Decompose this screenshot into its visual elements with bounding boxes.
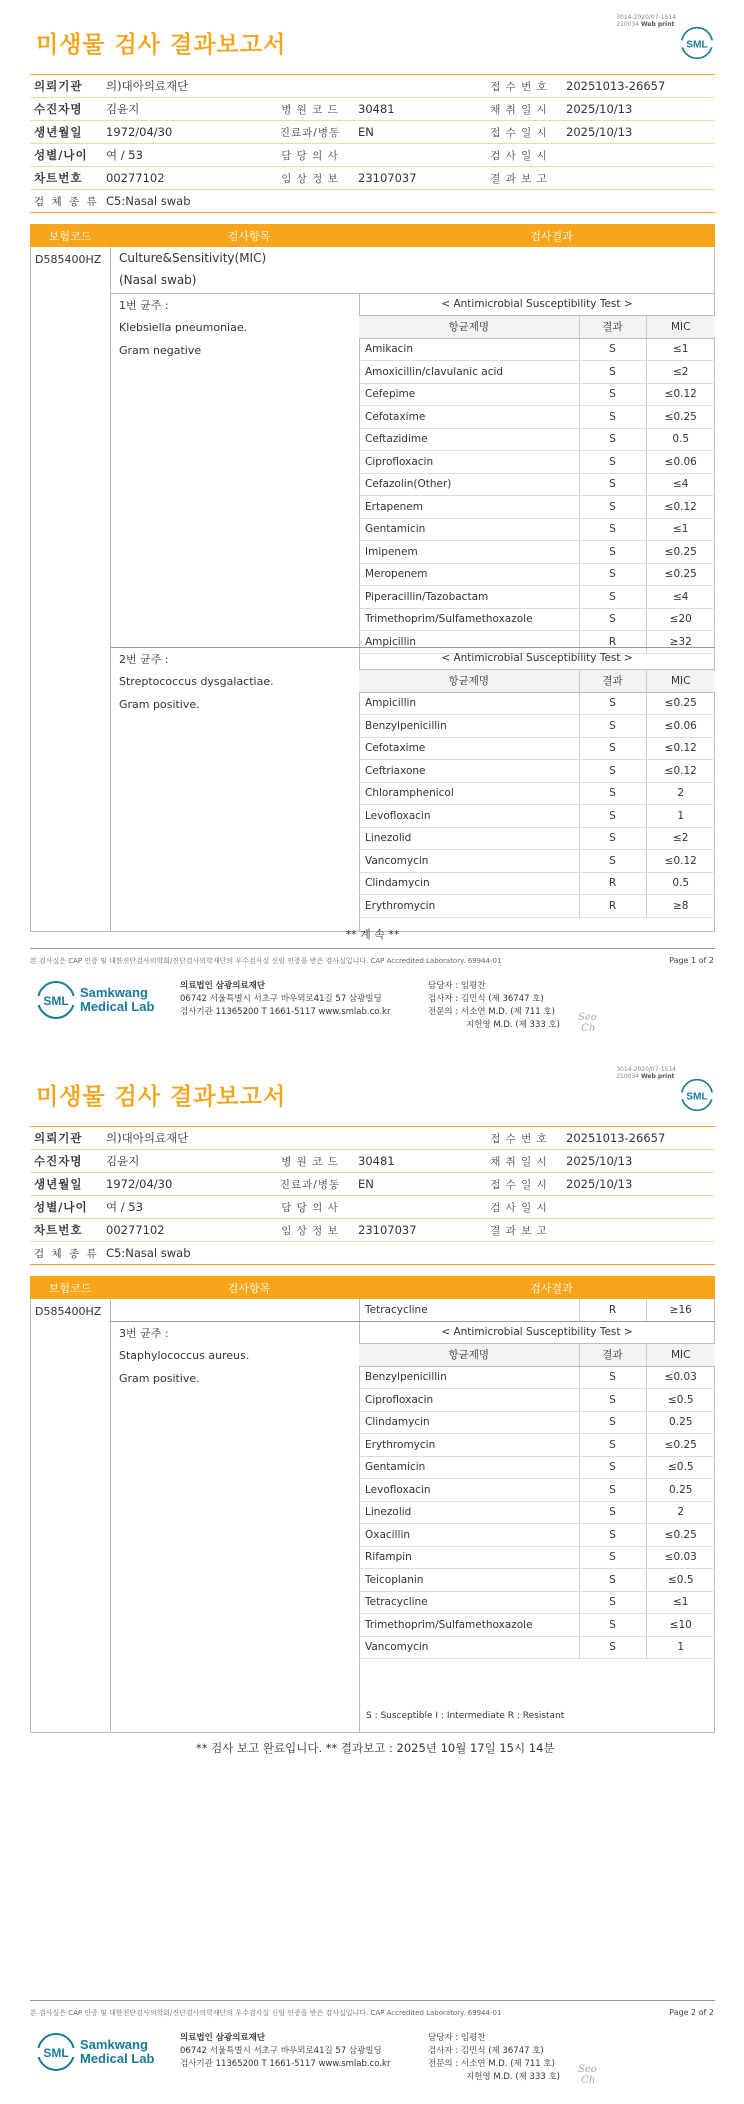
ast-row bbox=[359, 451, 715, 474]
sex-age: 여 / 53 bbox=[106, 148, 143, 162]
drug-mic: ≤0.25 bbox=[646, 541, 715, 564]
hospital-code: 30481 bbox=[358, 1154, 395, 1168]
ast-row bbox=[359, 715, 715, 738]
org3-gram: Gram positive. bbox=[119, 1372, 200, 1385]
drug-result: S bbox=[579, 1434, 646, 1457]
drug-result: S bbox=[579, 805, 646, 828]
lab-address: 의료법인 삼광의료재단 06742 서울특별시 서초구 바우뫼로41길 57 삼광빌딩 검사기관 11365200 T 1661-5117 www.smlab.co.kr bbox=[180, 981, 391, 1017]
drug-mic: ≤1 bbox=[646, 338, 715, 361]
receipt-date-label: 접 수 일 시 bbox=[490, 1178, 548, 1191]
drug-result: S bbox=[579, 496, 646, 519]
ast-row bbox=[359, 1614, 715, 1637]
report-page-2 bbox=[0, 1052, 744, 2104]
col-result: 결과 bbox=[579, 1344, 646, 1367]
drug-result: R bbox=[579, 872, 646, 895]
drug-mic: 0.25 bbox=[646, 1479, 715, 1502]
hospital-code: 30481 bbox=[358, 102, 395, 116]
insurance-code: D585400HZ bbox=[35, 253, 102, 266]
ast-row bbox=[359, 406, 715, 429]
drug-name: Erythromycin bbox=[359, 895, 579, 918]
clinical-label: 임 상 정 보 bbox=[268, 171, 352, 186]
drug-result: S bbox=[579, 1411, 646, 1434]
report-label: 결 과 보 고 bbox=[490, 1224, 548, 1237]
drug-name: Clindamycin bbox=[359, 1411, 579, 1434]
drug-result: S bbox=[579, 1546, 646, 1569]
lab-institution-label: 의뢰기관 bbox=[34, 1131, 83, 1145]
chart-no: 00277102 bbox=[106, 171, 165, 185]
test-specimen: (Nasal swab) bbox=[119, 273, 197, 287]
name-label: 수진자명 bbox=[34, 102, 83, 116]
drug-name: Chloramphenicol bbox=[359, 782, 579, 805]
drug-name: Vancomycin bbox=[359, 1636, 579, 1659]
drug-name: Oxacillin bbox=[359, 1524, 579, 1547]
ast-row bbox=[359, 1299, 715, 1322]
report-label: 결 과 보 고 bbox=[490, 172, 548, 185]
drug-result: S bbox=[579, 586, 646, 609]
drug-mic: ≤0.12 bbox=[646, 760, 715, 783]
org1-label: 1번 균주 : bbox=[119, 299, 169, 312]
collect-date-label: 채 취 일 시 bbox=[490, 1155, 548, 1168]
dept-label: 진료과/병동 bbox=[268, 1177, 352, 1192]
drug-name: Benzylpenicillin bbox=[359, 1366, 579, 1389]
page-number: Page 2 of 2 bbox=[669, 2008, 714, 2017]
drug-mic: 0.25 bbox=[646, 1411, 715, 1434]
svg-text:SML: SML bbox=[686, 39, 708, 51]
dob: 1972/04/30 bbox=[106, 1177, 173, 1191]
doctor-label: 담 당 의 사 bbox=[268, 1200, 352, 1215]
ast-title: < Antimicrobial Susceptibility Test > bbox=[359, 1321, 715, 1344]
drug-result: S bbox=[579, 1456, 646, 1479]
drug-name: Gentamicin bbox=[359, 518, 579, 541]
drug-mic: ≤0.12 bbox=[646, 383, 715, 406]
sml-logo bbox=[680, 26, 714, 60]
drug-mic: 0.5 bbox=[646, 872, 715, 895]
drug-result: S bbox=[579, 473, 646, 496]
test-date-label: 검 사 일 시 bbox=[490, 1201, 548, 1214]
ast-row bbox=[359, 338, 715, 361]
drug-result: S bbox=[579, 1479, 646, 1502]
dob-label: 생년월일 bbox=[34, 1177, 83, 1191]
drug-name: Tetracycline bbox=[359, 1299, 579, 1322]
drug-result: S bbox=[579, 1389, 646, 1412]
header-item: 검사항목 bbox=[227, 1281, 271, 1295]
org2-name: Streptococcus dysgalactiae. bbox=[119, 675, 274, 688]
ast-row bbox=[359, 872, 715, 895]
staff-list: 담당자 : 임평찬 검사자 : 김민식 (제 36747 호) 전문의 : 서소연 M.D. (제 711 호) 지헌영 M.D. (제 333 호) bbox=[428, 2033, 561, 2082]
ast-row bbox=[359, 1411, 715, 1434]
drug-mic: ≤4 bbox=[646, 473, 715, 496]
doc-code: 3014-2020/07-1514 210034 Web print bbox=[616, 14, 676, 28]
col-drug: 항균제명 bbox=[359, 316, 579, 339]
clinical-info: 23107037 bbox=[358, 171, 417, 185]
drug-name: Tetracycline bbox=[359, 1591, 579, 1614]
drug-mic: ≤0.03 bbox=[646, 1366, 715, 1389]
org3-name: Staphylococcus aureus. bbox=[119, 1349, 250, 1362]
results-header bbox=[30, 1276, 715, 1299]
drug-mic: 1 bbox=[646, 805, 715, 828]
col-mic: MIC bbox=[646, 1344, 715, 1367]
drug-name: Amikacin bbox=[359, 338, 579, 361]
header-result: 검사결과 bbox=[530, 1281, 573, 1295]
ast-row bbox=[359, 1434, 715, 1457]
drug-name: Vancomycin bbox=[359, 850, 579, 873]
test-date-label: 검 사 일 시 bbox=[490, 149, 548, 162]
drug-mic: ≤0.12 bbox=[646, 737, 715, 760]
drug-mic: 0.5 bbox=[646, 428, 715, 451]
drug-name: Benzylpenicillin bbox=[359, 715, 579, 738]
cap-note: 본 검사실은 CAP 인증 및 대한진단검사의학회/진단검사의학재단의 우수검사실 신임 인증을 받은 검사실입니다. CAP Accredited Laboratory. 69944-01 bbox=[30, 2009, 502, 2017]
samkwang-logo: SML Samkwang Medical Lab bbox=[36, 980, 154, 1020]
drug-result: S bbox=[579, 1366, 646, 1389]
drug-mic: ≤4 bbox=[646, 586, 715, 609]
collect-date: 2025/10/13 bbox=[566, 1154, 633, 1168]
drug-mic: ≤0.25 bbox=[646, 563, 715, 586]
ast-row bbox=[359, 1591, 715, 1614]
drug-mic: ≤0.5 bbox=[646, 1456, 715, 1479]
drug-mic: ≤0.12 bbox=[646, 850, 715, 873]
drug-mic: ≤0.5 bbox=[646, 1569, 715, 1592]
ast-row bbox=[359, 473, 715, 496]
ast-table-3 bbox=[359, 1321, 715, 1659]
ast-row bbox=[359, 563, 715, 586]
drug-result: S bbox=[579, 1591, 646, 1614]
org3-label: 3번 균주 : bbox=[119, 1327, 169, 1340]
receipt-date: 2025/10/13 bbox=[566, 125, 633, 139]
ast-row bbox=[359, 1546, 715, 1569]
col-result: 결과 bbox=[579, 670, 646, 693]
drug-mic: ≤1 bbox=[646, 1591, 715, 1614]
insurance-code: D585400HZ bbox=[35, 1305, 102, 1318]
ast-title: < Antimicrobial Susceptibility Test > bbox=[359, 647, 715, 670]
drug-mic: ≤0.25 bbox=[646, 1524, 715, 1547]
ast-row bbox=[359, 586, 715, 609]
drug-name: Erythromycin bbox=[359, 1434, 579, 1457]
ast-row bbox=[359, 782, 715, 805]
svg-text:SML: SML bbox=[43, 2046, 69, 2060]
specimen: C5:Nasal swab bbox=[106, 1246, 191, 1260]
lab-institution: 의)대아의료재단 bbox=[106, 79, 189, 93]
ast-row bbox=[359, 692, 715, 715]
drug-name: Gentamicin bbox=[359, 1456, 579, 1479]
drug-name: Ceftriaxone bbox=[359, 760, 579, 783]
drug-result: S bbox=[579, 383, 646, 406]
ast-row bbox=[359, 1389, 715, 1412]
drug-result: S bbox=[579, 827, 646, 850]
chart-label: 차트번호 bbox=[34, 1223, 83, 1237]
ast-row bbox=[359, 496, 715, 519]
signature: Seo Ch bbox=[578, 1012, 597, 1034]
drug-result: S bbox=[579, 782, 646, 805]
sex-age-label: 성별/나이 bbox=[34, 1200, 88, 1214]
ast-row bbox=[359, 805, 715, 828]
ast-row bbox=[359, 428, 715, 451]
drug-name: Cefotaxime bbox=[359, 406, 579, 429]
ast-table-1 bbox=[359, 293, 715, 654]
patient-name: 김윤지 bbox=[106, 1154, 140, 1168]
drug-result: S bbox=[579, 1569, 646, 1592]
drug-name: Ampicillin bbox=[359, 692, 579, 715]
ast-row bbox=[359, 737, 715, 760]
results-body bbox=[30, 1299, 715, 1733]
drug-name: Trimethoprim/Sulfamethoxazole bbox=[359, 1614, 579, 1637]
drug-name: Trimethoprim/Sulfamethoxazole bbox=[359, 608, 579, 631]
drug-result: S bbox=[579, 451, 646, 474]
receipt-date: 2025/10/13 bbox=[566, 1177, 633, 1191]
ast-row bbox=[359, 1479, 715, 1502]
drug-name: Piperacillin/Tazobactam bbox=[359, 586, 579, 609]
drug-mic: ≤2 bbox=[646, 361, 715, 384]
specimen-label: 검 체 종 류 bbox=[34, 195, 99, 208]
ast-row bbox=[359, 361, 715, 384]
receipt-date-label: 접 수 일 시 bbox=[490, 126, 548, 139]
drug-result: S bbox=[579, 760, 646, 783]
clinical-label: 임 상 정 보 bbox=[268, 1223, 352, 1238]
ast-row bbox=[359, 1366, 715, 1389]
drug-mic: ≤0.25 bbox=[646, 406, 715, 429]
drug-mic: ≤0.12 bbox=[646, 496, 715, 519]
dob: 1972/04/30 bbox=[106, 125, 173, 139]
continued-text: ** 계 속 ** bbox=[345, 928, 400, 941]
header-code: 보험코드 bbox=[48, 229, 92, 243]
ast-row bbox=[359, 518, 715, 541]
drug-result: S bbox=[579, 406, 646, 429]
drug-result: S bbox=[579, 1636, 646, 1659]
drug-result: S bbox=[579, 361, 646, 384]
drug-mic: 2 bbox=[646, 1501, 715, 1524]
ast-row bbox=[359, 1569, 715, 1592]
col-result: 결과 bbox=[579, 316, 646, 339]
drug-mic: ≤2 bbox=[646, 827, 715, 850]
ast-row bbox=[359, 541, 715, 564]
patient-info-table bbox=[30, 1126, 715, 1265]
drug-name: Imipenem bbox=[359, 541, 579, 564]
specimen: C5:Nasal swab bbox=[106, 194, 191, 208]
header-code: 보험코드 bbox=[48, 1281, 92, 1295]
report-complete-text: ** 검사 보고 완료입니다. ** 결과보고 : 2025년 10월 17일 15시 14분 bbox=[196, 1741, 555, 1755]
drug-mic: ≤1 bbox=[646, 518, 715, 541]
ast-row bbox=[359, 760, 715, 783]
col-drug: 항균제명 bbox=[359, 1344, 579, 1367]
drug-mic: ≤0.06 bbox=[646, 715, 715, 738]
drug-name: Cefepime bbox=[359, 383, 579, 406]
hospital-code-label: 병 원 코 드 bbox=[268, 102, 352, 117]
ast-row bbox=[359, 383, 715, 406]
drug-name: Linezolid bbox=[359, 1501, 579, 1524]
receipt-no-label: 접 수 번 호 bbox=[490, 80, 548, 93]
dept: EN bbox=[358, 125, 374, 139]
ast-row bbox=[359, 827, 715, 850]
ast-row bbox=[359, 895, 715, 918]
clinical-info: 23107037 bbox=[358, 1223, 417, 1237]
drug-mic: ≤10 bbox=[646, 1614, 715, 1637]
sex-age-label: 성별/나이 bbox=[34, 148, 88, 162]
name-label: 수진자명 bbox=[34, 1154, 83, 1168]
specimen-label: 검 체 종 류 bbox=[34, 1247, 99, 1260]
drug-result: R bbox=[579, 1299, 646, 1322]
collect-date-label: 채 취 일 시 bbox=[490, 103, 548, 116]
ast-table-cont bbox=[359, 1299, 715, 1322]
drug-name: Ceftazidime bbox=[359, 428, 579, 451]
lab-institution-label: 의뢰기관 bbox=[34, 79, 83, 93]
ast-row bbox=[359, 1524, 715, 1547]
signature: Seo Ch bbox=[578, 2064, 597, 2086]
drug-name: Cefotaxime bbox=[359, 737, 579, 760]
drug-mic: 1 bbox=[646, 1636, 715, 1659]
drug-mic: ≤0.03 bbox=[646, 1546, 715, 1569]
drug-mic: ≤0.25 bbox=[646, 692, 715, 715]
dob-label: 생년월일 bbox=[34, 125, 83, 139]
col-mic: MIC bbox=[646, 670, 715, 693]
drug-mic: ≥32 bbox=[646, 631, 715, 654]
drug-result: S bbox=[579, 692, 646, 715]
org2-gram: Gram positive. bbox=[119, 698, 200, 711]
drug-name: Teicoplanin bbox=[359, 1569, 579, 1592]
header-item: 검사항목 bbox=[227, 229, 271, 243]
drug-result: S bbox=[579, 338, 646, 361]
drug-name: Levofloxacin bbox=[359, 805, 579, 828]
col-mic: MIC bbox=[646, 316, 715, 339]
svg-text:SML: SML bbox=[686, 1091, 708, 1103]
drug-name: Levofloxacin bbox=[359, 1479, 579, 1502]
ast-table-2 bbox=[359, 647, 715, 918]
test-name: Culture&Sensitivity(MIC) bbox=[119, 251, 267, 265]
dept: EN bbox=[358, 1177, 374, 1191]
collect-date: 2025/10/13 bbox=[566, 102, 633, 116]
drug-result: S bbox=[579, 428, 646, 451]
page-number: Page 1 of 2 bbox=[669, 956, 714, 965]
drug-result: S bbox=[579, 1501, 646, 1524]
drug-name: Ertapenem bbox=[359, 496, 579, 519]
drug-name: Clindamycin bbox=[359, 872, 579, 895]
result-legend: S : Susceptible I : Intermediate R : Resistant bbox=[366, 1711, 565, 1721]
sex-age: 여 / 53 bbox=[106, 1200, 143, 1214]
drug-result: S bbox=[579, 715, 646, 738]
lab-institution: 의)대아의료재단 bbox=[106, 1131, 189, 1145]
org1-name: Klebsiella pneumoniae. bbox=[119, 321, 248, 334]
ast-row bbox=[359, 850, 715, 873]
drug-mic: ≥16 bbox=[646, 1299, 715, 1322]
drug-mic: 2 bbox=[646, 782, 715, 805]
report-title: 미생물 검사 결과보고서 bbox=[36, 1084, 287, 1110]
drug-result: S bbox=[579, 541, 646, 564]
receipt-no: 20251013-26657 bbox=[566, 1131, 666, 1145]
chart-no: 00277102 bbox=[106, 1223, 165, 1237]
drug-name: Amoxicillin/clavulanic acid bbox=[359, 361, 579, 384]
drug-result: S bbox=[579, 850, 646, 873]
hospital-code-label: 병 원 코 드 bbox=[268, 1154, 352, 1169]
drug-result: R bbox=[579, 631, 646, 654]
doc-code: 3014-2020/07-1514 210034 Web print bbox=[616, 1066, 676, 1080]
staff-list: 담당자 : 임평찬 검사자 : 김민식 (제 36747 호) 전문의 : 서소연 M.D. (제 711 호) 지헌영 M.D. (제 333 호) bbox=[428, 981, 561, 1030]
org1-gram: Gram negative bbox=[119, 344, 202, 357]
ast-row bbox=[359, 1636, 715, 1659]
sml-logo bbox=[680, 1078, 714, 1112]
receipt-no: 20251013-26657 bbox=[566, 79, 666, 93]
drug-result: R bbox=[579, 895, 646, 918]
svg-text:SML: SML bbox=[43, 994, 69, 1008]
drug-result: S bbox=[579, 563, 646, 586]
drug-name: Ampicillin bbox=[359, 631, 579, 654]
cap-note: 본 검사실은 CAP 인증 및 대한진단검사의학회/진단검사의학재단의 우수검사실 신임 인증을 받은 검사실입니다. CAP Accredited Laboratory. 69944-01 bbox=[30, 957, 502, 965]
drug-result: S bbox=[579, 1614, 646, 1637]
drug-name: Linezolid bbox=[359, 827, 579, 850]
receipt-no-label: 접 수 번 호 bbox=[490, 1132, 548, 1145]
col-drug: 항균제명 bbox=[359, 670, 579, 693]
patient-name: 김윤지 bbox=[106, 102, 140, 116]
drug-mic: ≤0.25 bbox=[646, 1434, 715, 1457]
drug-result: S bbox=[579, 1524, 646, 1547]
ast-row bbox=[359, 608, 715, 631]
drug-mic: ≥8 bbox=[646, 895, 715, 918]
patient-info-table bbox=[30, 74, 715, 213]
lab-address: 의료법인 삼광의료재단 06742 서울특별시 서초구 바우뫼로41길 57 삼광빌딩 검사기관 11365200 T 1661-5117 www.smlab.co.kr bbox=[180, 2033, 391, 2069]
results-body bbox=[30, 247, 715, 932]
drug-mic: ≤0.5 bbox=[646, 1389, 715, 1412]
ast-row bbox=[359, 1501, 715, 1524]
drug-name: Ciprofloxacin bbox=[359, 1389, 579, 1412]
org2-label: 2번 균주 : bbox=[119, 653, 169, 666]
header-result: 검사결과 bbox=[530, 229, 573, 243]
ast-title: < Antimicrobial Susceptibility Test > bbox=[359, 293, 715, 316]
drug-name: Meropenem bbox=[359, 563, 579, 586]
drug-name: Ciprofloxacin bbox=[359, 451, 579, 474]
ast-row bbox=[359, 1456, 715, 1479]
drug-mic: ≤20 bbox=[646, 608, 715, 631]
drug-mic: ≤0.06 bbox=[646, 451, 715, 474]
drug-name: Rifampin bbox=[359, 1546, 579, 1569]
drug-result: S bbox=[579, 518, 646, 541]
report-title: 미생물 검사 결과보고서 bbox=[36, 32, 287, 58]
chart-label: 차트번호 bbox=[34, 171, 83, 185]
doctor-label: 담 당 의 사 bbox=[268, 148, 352, 163]
dept-label: 진료과/병동 bbox=[268, 125, 352, 140]
drug-result: S bbox=[579, 608, 646, 631]
drug-name: Cefazolin(Other) bbox=[359, 473, 579, 496]
samkwang-logo: SML Samkwang Medical Lab bbox=[36, 2032, 154, 2072]
drug-result: S bbox=[579, 737, 646, 760]
results-header bbox=[30, 224, 715, 247]
